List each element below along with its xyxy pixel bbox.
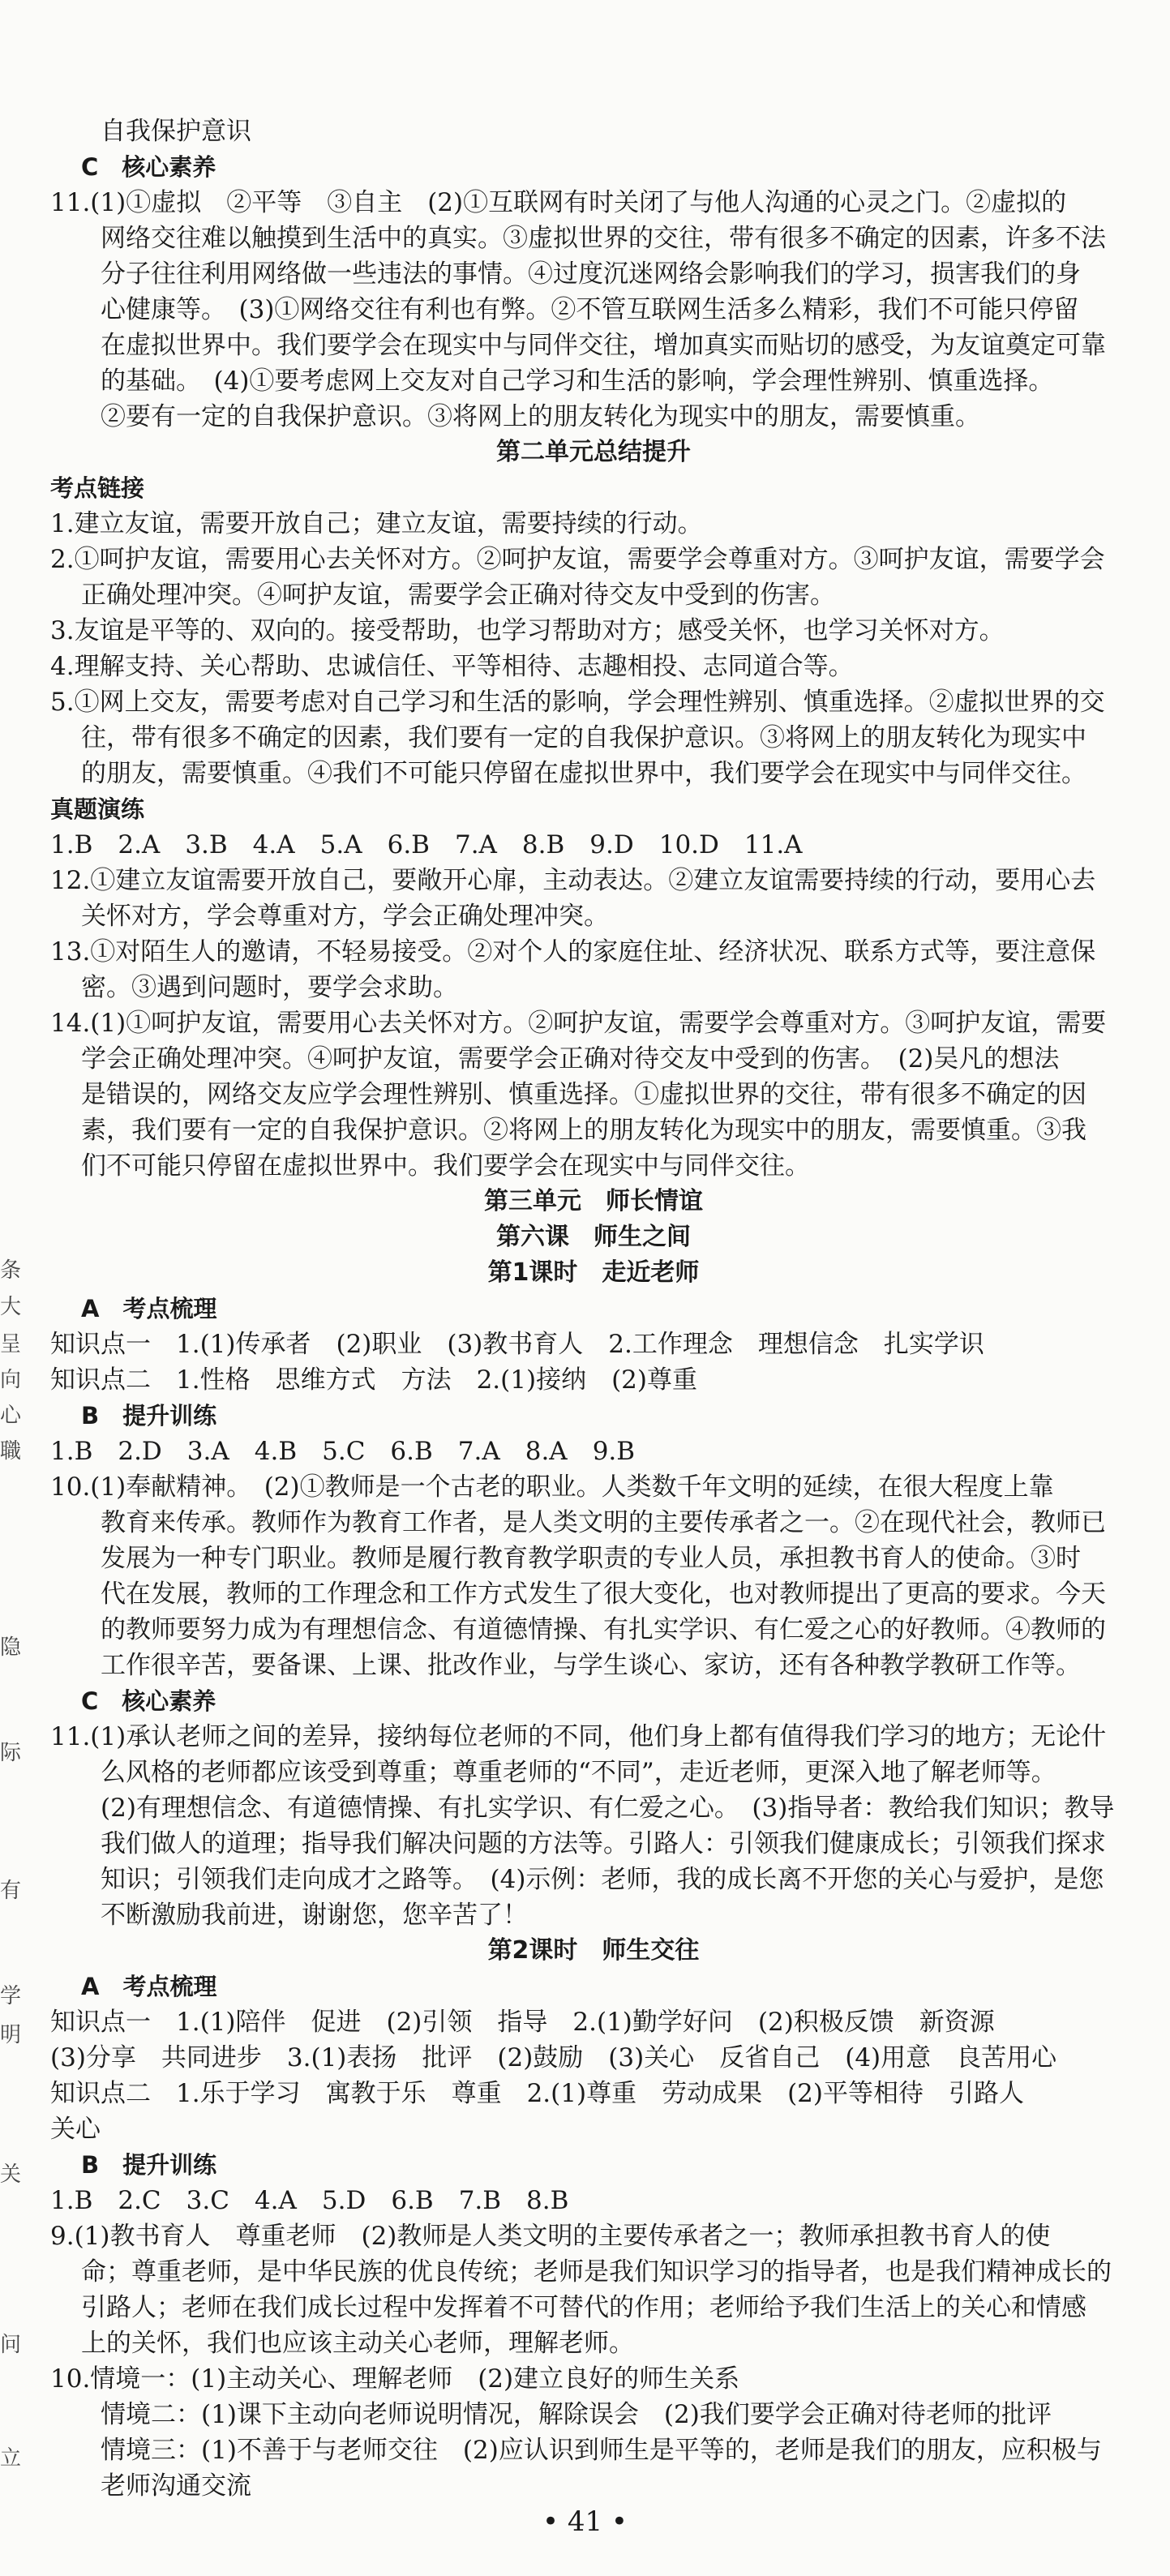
- text-line: 发展为一种专门职业。教师是履行教育教学职责的专业人员，承担教书育人的使命。③时: [101, 1544, 1081, 1573]
- margin-fragment: 问: [0, 2333, 22, 2357]
- text-line: 正确处理冲突。④呵护友谊，需要学会正确对待交友中受到的伤害。: [81, 581, 835, 610]
- text-line: 知识点二 1.乐于学习 寓教于乐 尊重 2.(1)尊重 劳动成果 (2)平等相待 引路人: [50, 2079, 1024, 2108]
- section-title: 第二单元总结提升: [496, 438, 691, 466]
- section-heading: C 核心素养: [81, 1687, 216, 1715]
- text-line: ②要有一定的自我保护意识。③将网上的朋友转化为现实中的朋友，需要慎重。: [101, 402, 980, 431]
- text-line: 知识点一 1.(1)传承者 (2)职业 (3)教书育人 2.工作理念 理想信念 扎实学识: [50, 1330, 984, 1359]
- section-title: 第1课时 走近老师: [487, 1258, 700, 1287]
- text-line: 工作很辛苦，要备课、上课、批改作业，与学生谈心、家访，还有各种教学教研工作等。: [101, 1651, 1081, 1680]
- margin-fragment: 明: [0, 2023, 22, 2047]
- text-line: 关心: [50, 2115, 101, 2144]
- text-line: 命；尊重老师，是中华民族的优良传统；老师是我们知识学习的指导者，也是我们精神成长的: [81, 2257, 1112, 2287]
- section-heading: A 考点梳理: [81, 1295, 217, 1322]
- margin-fragment: 学: [0, 1984, 22, 2008]
- text-line: 知识点二 1.性格 思维方式 方法 2.(1)接纳 (2)尊重: [50, 1365, 697, 1395]
- text-line: 老师沟通交流: [101, 2471, 251, 2501]
- margin-fragment: 大: [0, 1295, 22, 1319]
- text-line: 在虚拟世界中。我们要学会在现实中与同伴交往，增加真实而贴切的感受，为友谊奠定可靠: [101, 331, 1106, 360]
- section-title: 第三单元 师长情谊: [484, 1187, 703, 1215]
- text-line: 4.理解支持、关心帮助、忠诚信任、平等相待、志趣相投、志同道合等。: [50, 652, 854, 681]
- text-line: 引路人；老师在我们成长过程中发挥着不可替代的作用；老师给予我们生活上的关心和情感: [81, 2293, 1086, 2322]
- text-line: 11.(1)①虚拟 ②平等 ③自主 (2)①互联网有时关闭了与他人沟通的心灵之门。②虚拟的: [50, 188, 1067, 217]
- margin-fragment: 际: [0, 1741, 22, 1765]
- text-line: 1.B 2.D 3.A 4.B 5.C 6.B 7.A 8.A 9.B: [50, 1437, 636, 1466]
- text-line: 心健康等。 (3)①网络交往有利也有弊。②不管互联网生活多么精彩，我们不可能只停留: [101, 295, 1079, 324]
- text-line: 网络交往难以触摸到生活中的真实。③虚拟世界的交往，带有很多不确定的因素，许多不法: [101, 224, 1106, 253]
- section-heading: 考点链接: [50, 474, 145, 502]
- text-line: 2.①呵护友谊，需要用心去关怀对方。②呵护友谊，需要学会尊重对方。③呵护友谊，需要学会: [50, 545, 1105, 574]
- text-line: 情境三：(1)不善于与老师交往 (2)应认识到师生是平等的，老师是我们的朋友，应积极与: [101, 2436, 1102, 2465]
- text-line: 素，我们要有一定的自我保护意识。②将网上的朋友转化为现实中的朋友，需要慎重。③我: [81, 1116, 1086, 1145]
- margin-fragment: 隐: [0, 1635, 22, 1660]
- text-line: 1.B 2.A 3.B 4.A 5.A 6.B 7.A 8.B 9.D 10.D 11.A: [50, 830, 803, 859]
- margin-fragment: 呈: [0, 1332, 22, 1357]
- text-line: 10.(1)奉献精神。 (2)①教师是一个古老的职业。人类数千年文明的延续，在很大程度上靠: [50, 1472, 1054, 1502]
- text-line: 10.情境一：(1)主动关心、理解老师 (2)建立良好的师生关系: [50, 2364, 740, 2394]
- text-line: 密。③遇到问题时，要学会求助。: [81, 973, 458, 1002]
- text-line: 分子往往利用网络做一些违法的事情。④过度沉迷网络会影响我们的学习，损害我们的身: [101, 259, 1081, 289]
- text-line: 上的关怀，我们也应该主动关心老师，理解老师。: [81, 2329, 634, 2358]
- text-line: 9.(1)教书育人 尊重老师 (2)教师是人类文明的主要传承者之一；教师承担教书育人的使: [50, 2222, 1051, 2251]
- section-title: 第六课 师生之间: [496, 1223, 691, 1251]
- section-heading: B 提升训练: [81, 1402, 217, 1429]
- text-line: 的基础。 (4)①要考虑网上交友对自己学习和生活的影响，学会理性辨别、慎重选择。: [101, 366, 1054, 396]
- text-line: 的朋友，需要慎重。④我们不可能只停留在虚拟世界中，我们要学会在现实中与同伴交往。: [81, 759, 1086, 788]
- margin-fragment: 向: [0, 1368, 22, 1392]
- text-line: 学会正确处理冲突。④呵护友谊，需要学会正确对待交友中受到的伤害。 (2)吴凡的想法: [81, 1044, 1060, 1074]
- text-line: 知识点一 1.(1)陪伴 促进 (2)引领 指导 2.(1)勤学好问 (2)积极反馈 新资源: [50, 2008, 995, 2037]
- text-line: 往，带有很多不确定的因素，我们要有一定的自我保护意识。③将网上的朋友转化为现实中: [81, 723, 1086, 752]
- section-title: 第2课时 师生交往: [487, 1936, 700, 1965]
- text-line: 1.B 2.C 3.C 4.A 5.D 6.B 7.B 8.B: [50, 2186, 569, 2215]
- text-line: (2)有理想信念、有道德情操、有扎实学识、有仁爱之心。 (3)指导者：教给我们知识；教导: [101, 1794, 1115, 1823]
- text-line: 代在发展，教师的工作理念和工作方式发生了很大变化，也对教师提出了更高的要求。今天: [101, 1579, 1106, 1609]
- text-line: 么风格的老师都应该受到尊重；尊重老师的“不同”，走近老师，更深入地了解老师等。: [101, 1758, 1056, 1787]
- text-line: 不断激励我前进，谢谢您，您辛苦了！: [101, 1901, 528, 1930]
- text-line: 教育来传承。教师作为教育工作者，是人类文明的主要传承者之一。②在现代社会，教师已: [101, 1508, 1106, 1537]
- margin-fragment: 職: [0, 1439, 22, 1464]
- text-line: 们不可能只停留在虚拟世界中。我们要学会在现实中与同伴交往。: [81, 1151, 810, 1181]
- text-line: 的教师要努力成为有理想信念、有道德情操、有扎实学识、有仁爱之心的好教师。④教师的: [101, 1615, 1106, 1644]
- answer-content: [50, 114, 1137, 2504]
- section-heading: B 提升训练: [81, 2151, 217, 2179]
- text-line: 5.①网上交友，需要考虑对自己学习和生活的影响，学会理性辨别、慎重选择。②虚拟世界的交: [50, 688, 1105, 717]
- margin-fragment: 心: [0, 1404, 22, 1428]
- text-line: 11.(1)承认老师之间的差异，接纳每位老师的不同，他们身上都有值得我们学习的地方；无论什: [50, 1722, 1107, 1751]
- section-heading: A 考点梳理: [81, 1973, 217, 2000]
- text-line: 14.(1)①呵护友谊，需要用心去关怀对方。②呵护友谊，需要学会尊重对方。③呵护友谊，需要: [50, 1009, 1107, 1038]
- text-line: (3)分享 共同进步 3.(1)表扬 批评 (2)鼓励 (3)关心 反省自己 (4)用意 良苦用心: [50, 2043, 1057, 2072]
- margin-fragment: 条: [0, 1258, 22, 1283]
- section-heading: 真题演练: [50, 795, 145, 823]
- text-line: 1.建立友谊，需要开放自己；建立友谊，需要持续的行动。: [50, 509, 703, 538]
- text-line: 3.友谊是平等的、双向的。接受帮助，也学习帮助对方；感受关怀，也学习关怀对方。: [50, 616, 1005, 645]
- text-line: 情境二：(1)课下主动向老师说明情况，解除误会 (2)我们要学会正确对待老师的批评: [101, 2400, 1052, 2429]
- text-line: 12.①建立友谊需要开放自己，要敞开心扉，主动表达。②建立友谊需要持续的行动，要用心去: [50, 866, 1096, 895]
- text-line: 13.①对陌生人的邀请，不轻易接受。②对个人的家庭住址、经济状况、联系方式等，要注意保: [50, 937, 1096, 967]
- margin-fragment: 关: [0, 2162, 22, 2187]
- section-heading: C 核心素养: [81, 153, 216, 181]
- text-line: 关怀对方，学会尊重对方，学会正确处理冲突。: [81, 902, 609, 931]
- margin-fragment: 有: [0, 1879, 22, 1903]
- page-number: • 41 •: [542, 2505, 628, 2538]
- text-line: 是错误的，网络交友应学会理性辨别、慎重选择。①虚拟世界的交往，带有很多不确定的因: [81, 1080, 1086, 1109]
- text-line: 知识；引领我们走向成才之路等。 (4)示例：老师，我的成长离不开您的关心与爱护，是您: [101, 1865, 1104, 1894]
- margin-fragment: 立: [0, 2446, 22, 2471]
- text-line: 自我保护意识: [101, 117, 251, 146]
- text-line: 我们做人的道理；指导我们解决问题的方法等。引路人：引领我们健康成长；引领我们探求: [101, 1829, 1106, 1858]
